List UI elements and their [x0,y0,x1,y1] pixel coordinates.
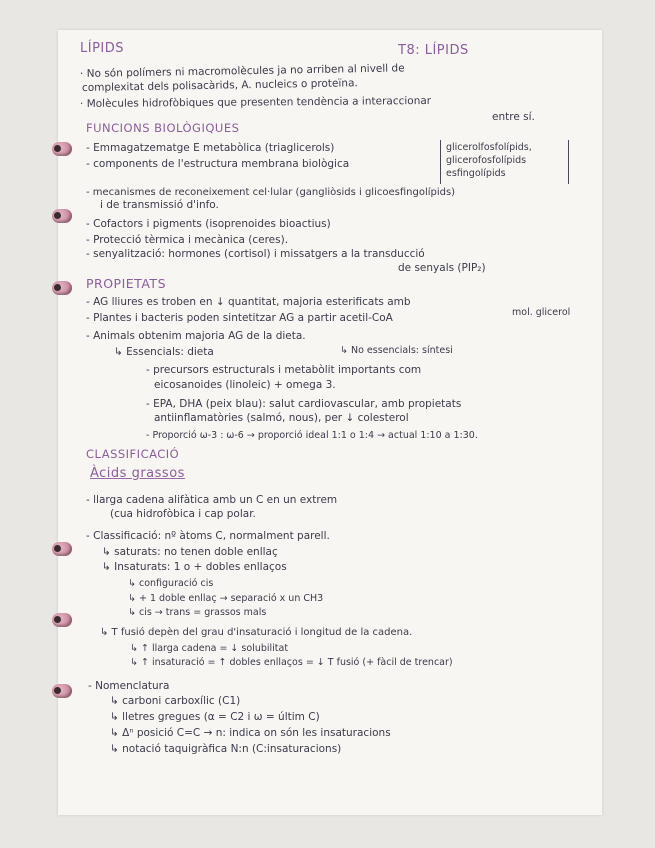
funcio-brace-item: esfingolípids [446,168,506,179]
funcio-brace-item: glicerofosfolípids [446,155,527,166]
intro-line: entre sí. [492,111,535,123]
acid-line: ↳ + 1 doble enllaç → separació x un CH3 [128,593,324,604]
intro-line: complexitat dels polisacàrids, A. nucleics o proteïna. [81,77,358,94]
propietat-line: ↳ Essencials: dieta [114,346,214,358]
propietat-line: - Animals obtenim majoria AG de la dieta. [86,330,306,342]
acid-line: ↳ ↑ llarga cadena = ↓ solubilitat [130,643,289,654]
page-title-left: LÍPIDS [80,41,125,56]
acid-line: ↳ ↑ insaturació = ↑ dobles enllaços = ↓ T fusió (+ fàcil de trencar) [130,657,453,668]
propietat-line: antiinflamatòries (salmó, nous), per ↓ colesterol [154,412,409,424]
binder-ring [52,142,72,156]
funcio-line: - senyalització: hormones (cortisol) i missatgers a la transducció [86,248,425,260]
propietat-line: - Plantes i bacteris poden sintetitzar AG a partir acetil-CoA [86,312,393,324]
acid-line: ↳ Δⁿ posició C=C → n: indica on són les insaturacions [110,727,391,739]
brace [568,140,569,184]
acid-line: ↳ lletres gregues (α = C2 i ω = últim C) [110,711,320,723]
propietat-line: - EPA, DHA (peix blau): salut cardiovascular, amb propietats [146,398,462,410]
acid-line: ↳ cis → trans = grassos mals [128,607,267,618]
binder-ring [52,684,72,698]
brace [440,140,441,184]
section-heading-classificacio: CLASSIFICACIÓ [86,447,180,461]
funcio-line: - Protecció tèrmica i mecànica (ceres). [86,234,289,246]
subheading-acids-grassos: Àcids grassos [90,466,185,481]
binder-ring [52,613,72,627]
page-title-right: T8: LÍPIDS [398,43,469,58]
acid-line: ↳ saturats: no tenen doble enllaç [102,546,278,558]
acid-line: - llarga cadena alifàtica amb un C en un extrem [86,494,338,506]
acid-line: ↳ Insaturats: 1 o + dobles enllaços [102,561,287,573]
propietat-line: eicosanoides (linoleic) + omega 3. [154,379,336,391]
funcio-line: i de transmissió d'info. [100,199,219,211]
acid-line: ↳ T fusió depèn del grau d'insaturació i longitud de la cadena. [100,627,413,638]
propietat-line: ↳ No essencials: síntesi [340,345,453,356]
binder-ring [52,542,72,556]
funcio-line: - Emmagatzematge E metabòlica (triaglicerols) [86,142,335,154]
funcio-line: - Cofactors i pigments (isoprenoides bioactius) [86,218,331,230]
acid-line: ↳ configuració cis [128,578,214,589]
propietat-line: - Proporció ω-3 : ω-6 → proporció ideal 1:1 o 1:4 → actual 1:10 a 1:30. [146,430,478,441]
funcio-line: - mecanismes de reconeixement cel·lular (gangliòsids i glicoesfingolípids) [86,187,456,198]
intro-line: · No són polímers ni macromolècules ja no arriben al nivell de [79,62,405,80]
acid-line: - Classificació: nº àtoms C, normalment parell. [86,530,330,542]
propietat-line: - precursors estructurals i metabòlit importants com [146,364,422,376]
binder-ring [52,209,72,223]
acid-line: (cua hidrofòbica i cap polar. [110,508,256,520]
acid-line: - Nomenclatura [88,680,170,692]
acid-line: ↳ carboni carboxílic (C1) [110,695,241,707]
binder-ring [52,281,72,295]
funcio-line: - components de l'estructura membrana biològica [86,158,350,170]
intro-line: · Molècules hidrofòbiques que presenten tendència a interaccionar [79,94,432,110]
section-heading-propietats: PROPIETATS [86,276,166,291]
section-heading-funcions: FUNCIONS BIOLÒGIQUES [86,121,240,135]
propietat-line: - AG lliures es troben en ↓ quantitat, majoria esterificats amb [86,296,411,308]
acid-line: ↳ notació taquigràfica N:n (C:insaturacions) [110,743,342,755]
propietat-note: mol. glicerol [512,307,571,318]
funcio-line: de senyals (PIP₂) [398,262,486,274]
funcio-brace-item: glicerolfosfolípids, [446,142,532,153]
